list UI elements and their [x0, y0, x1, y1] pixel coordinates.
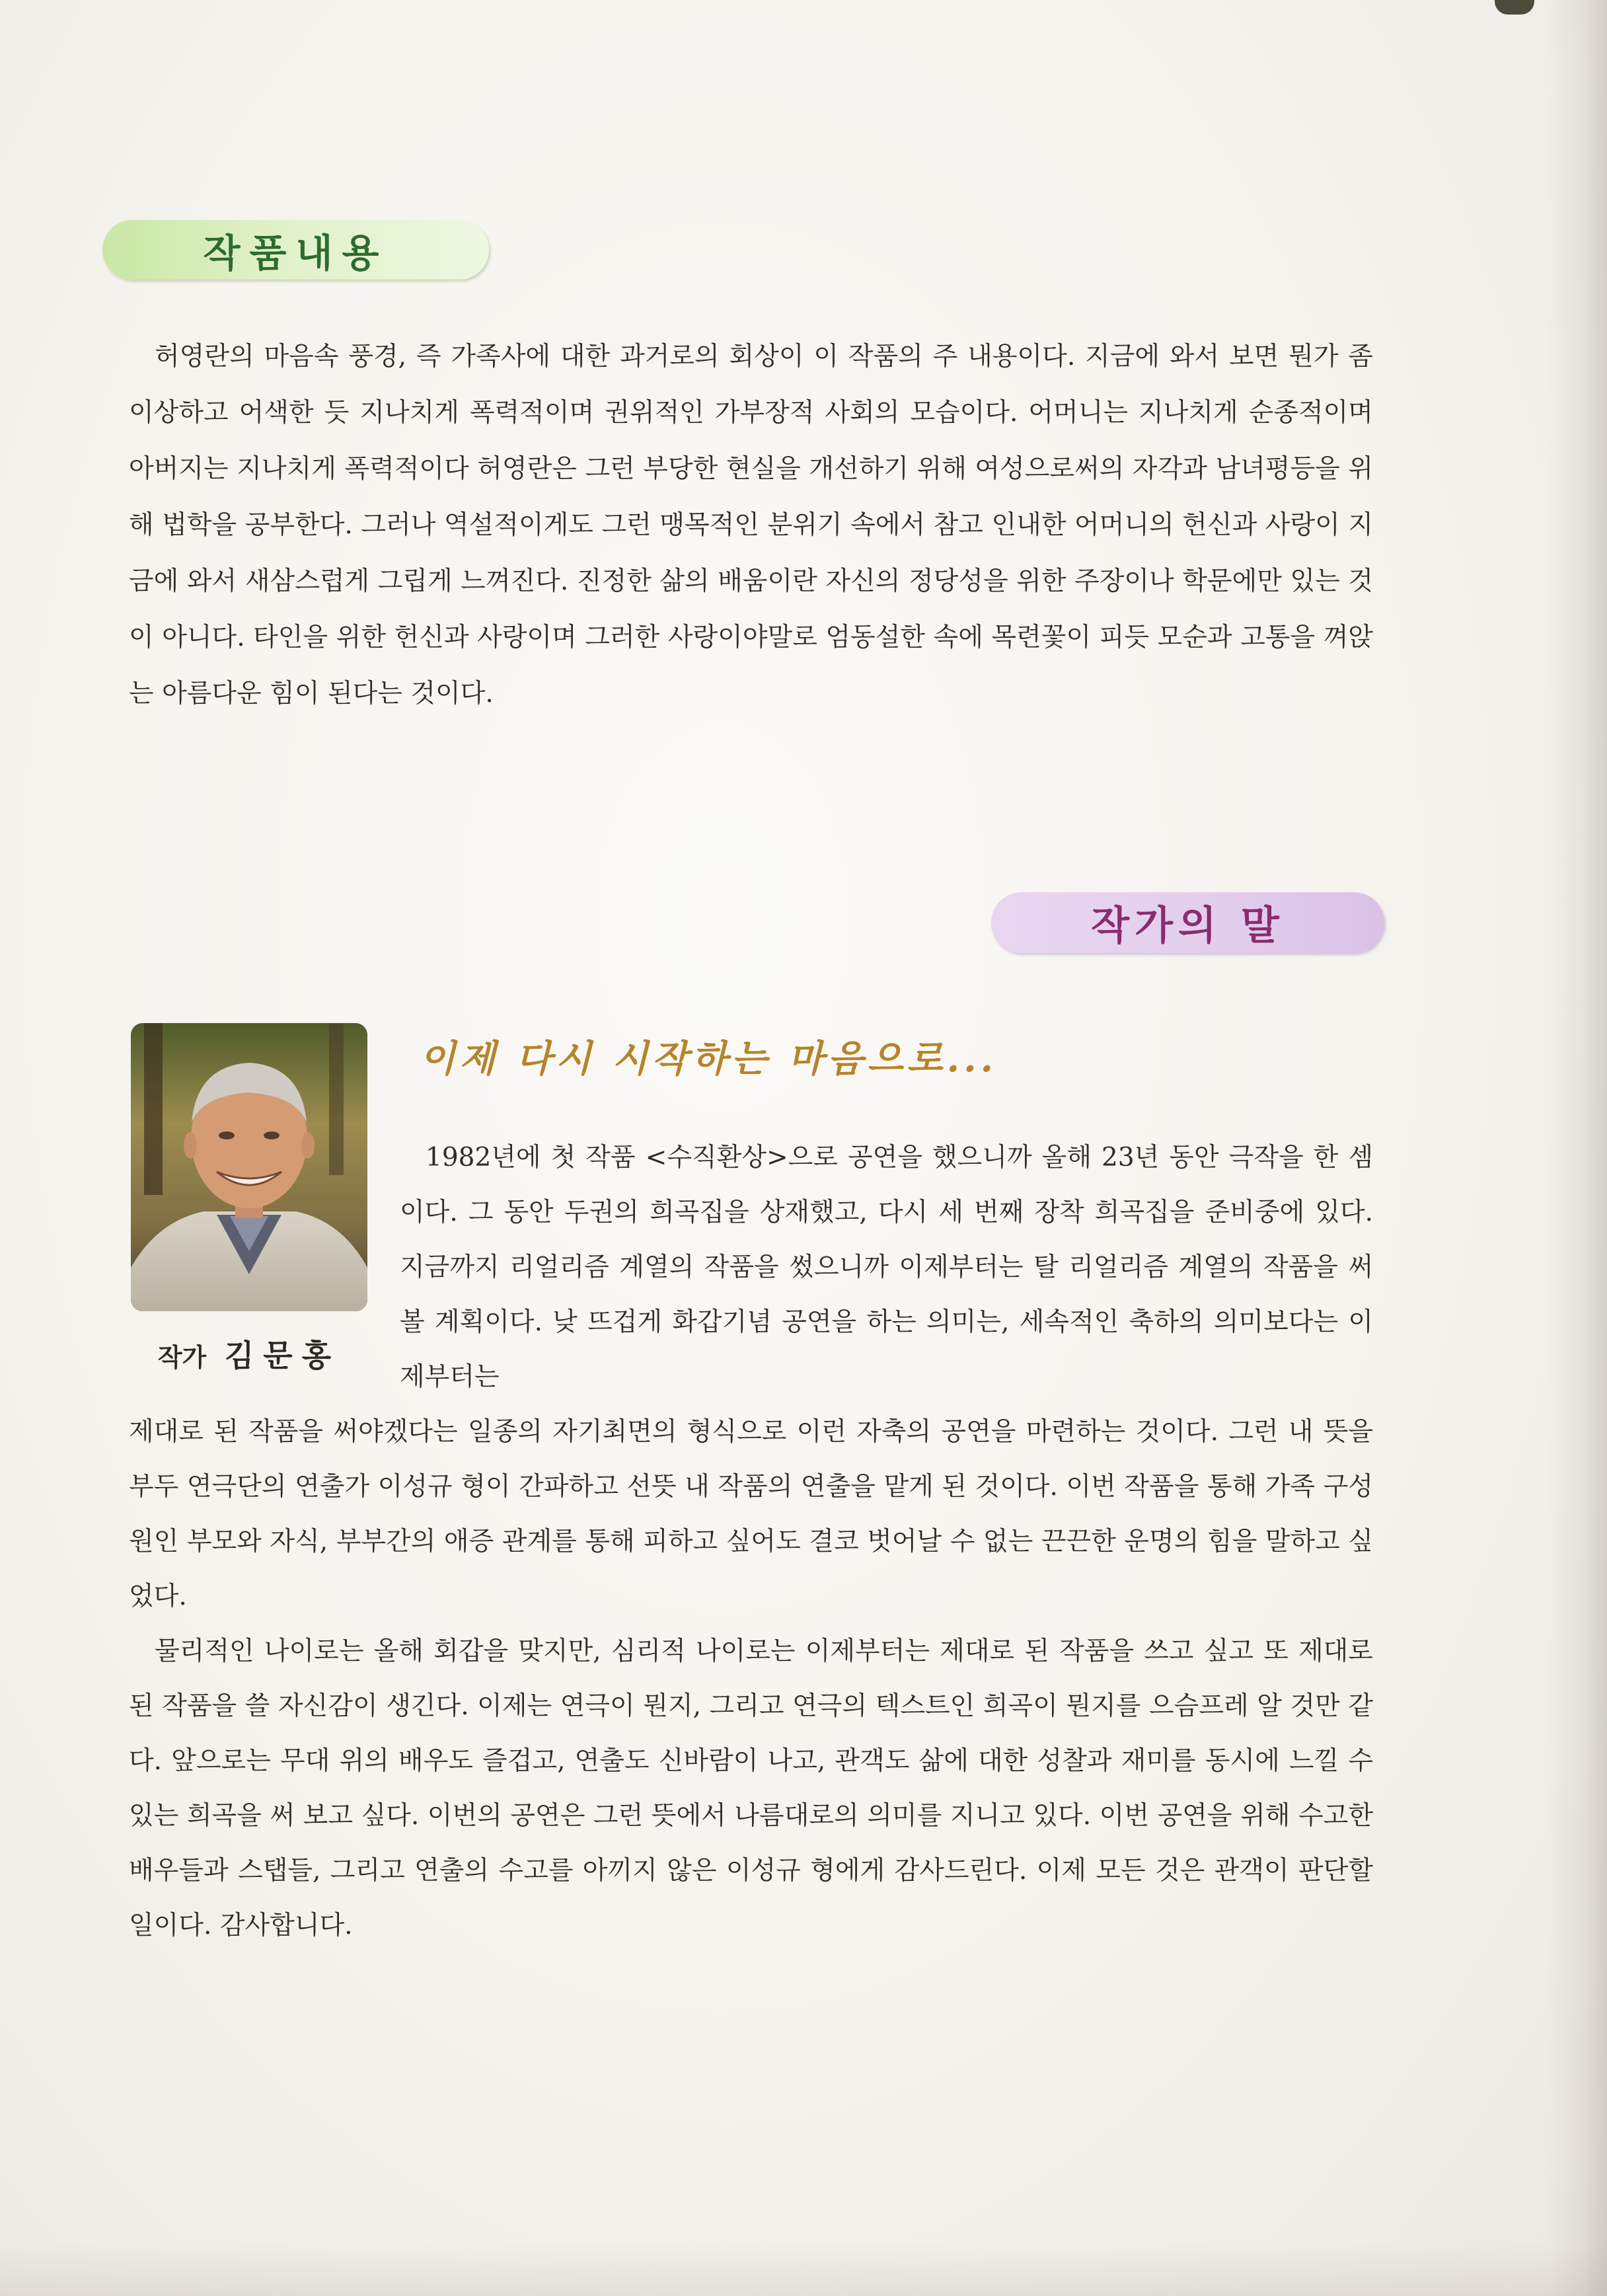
author-note-paragraph-1-continued: 제대로 된 작품을 써야겠다는 일종의 자기최면의 형식으로 이런 자축의 공연을 마련하는 것이다. 그런 내 뜻을 부두 연극단의 연출가 이성규 형이 간파하고 선뜻 내 작품의 연출을 맡게 된 것이다. 이번 작품을 통해 가족 구성원인 부모와 자식, 부부간의 애증 관계를 통해 피하고 싶어도 결코 벗어날 수 없는 끈끈한 운명의 힘을 말하고 싶었다.: [129, 1417, 1373, 1611]
author-portrait-image: [131, 1023, 367, 1311]
author-note-title: 작가의 말: [1091, 903, 1285, 949]
author-role: 작가: [157, 1343, 207, 1372]
author-name: 김문홍: [224, 1338, 341, 1373]
author-note-body-bottom: [129, 1404, 1373, 1953]
author-note-body-top: [400, 1130, 1373, 1404]
author-note-subtitle: 이제 다시 시작하는 마음으로...: [420, 1037, 998, 1081]
author-note-section-header: [991, 892, 1384, 953]
author-note-paragraph-2: 물리적인 나이로는 올해 회갑을 맞지만, 심리적 나이로는 이제부터는 제대로 된 작품을 쓰고 싶고 또 제대로 된 작품을 쓸 자신감이 생긴다. 이제는 연극이 뭔지, 그리고 연극의 텍스트인 희곡이 뭔지를 으슴프레 알 것만 같다. 앞으로는 무대 위의 배우도 즐겁고, 연출도 신바람이 나고, 관객도 삶에 대한 성찰과 재미를 동시에 느낄 수 있는 희곡을 써 보고 싶다. 이번의 공연은 그런 뜻에서 나름대로의 의미를 지니고 있다. 이번 공연을 위해 수고한 배우들과 스탭들, 그리고 연출의 수고를 아끼지 않은 이성규 형에게 감사드린다. 이제 모든 것은 관객이 판단할 일이다. 감사합니다.: [129, 1636, 1373, 1940]
author-photo: [131, 1023, 367, 1311]
contents-paragraph: 허영란의 마음속 풍경, 즉 가족사에 대한 과거로의 회상이 이 작품의 주 내용이다. 지금에 와서 보면 뭔가 좀 이상하고 어색한 듯 지나치게 폭력적이며 권위적인 가부장적 사회의 모습이다. 어머니는 지나치게 순종적이며 아버지는 지나치게 폭력적이다 허영란은 그런 부당한 현실을 개선하기 위해 여성으로써의 자각과 남녀평등을 위해 법학을 공부한다. 그러나 역설적이게도 그런 맹목적인 분위기 속에서 참고 인내한 어머니의 헌신과 사랑이 지금에 와서 새삼스럽게 그립게 느껴진다. 진정한 삶의 배움이란 자신의 정당성을 위한 주장이나 학문에만 있는 것이 아니다. 타인을 위한 헌신과 사랑이며 그러한 사랑이야말로 엄동설한 속에 목련꽃이 피듯 모순과 고통을 껴앉는 아름다운 힘이 된다는 것이다.: [129, 342, 1373, 708]
contents-section-header: [102, 220, 489, 280]
contents-title: 작품내용: [203, 231, 389, 276]
binding-mark: [1495, 0, 1534, 15]
page-bottom-shadow: [0, 2243, 1607, 2296]
author-note-paragraph-1-start: 1982년에 첫 작품 <수직환상>으로 공연을 했으니까 올해 23년 동안 극작을 한 셈이다. 그 동안 두권의 희곡집을 상재했고, 다시 세 번째 장착 희곡집을 준비중에 있다. 지금까지 리얼리즘 계열의 작품을 썼으니까 이제부터는 탈 리얼리즘 계열의 작품을 써 볼 계획이다. 낮 뜨겁게 화갑기념 공연을 하는 의미는, 세속적인 축하의 의미보다는 이제부터는: [400, 1143, 1373, 1392]
contents-body: [129, 328, 1373, 722]
author-caption: [131, 1332, 367, 1375]
page-edge-shadow: [1548, 0, 1607, 2296]
